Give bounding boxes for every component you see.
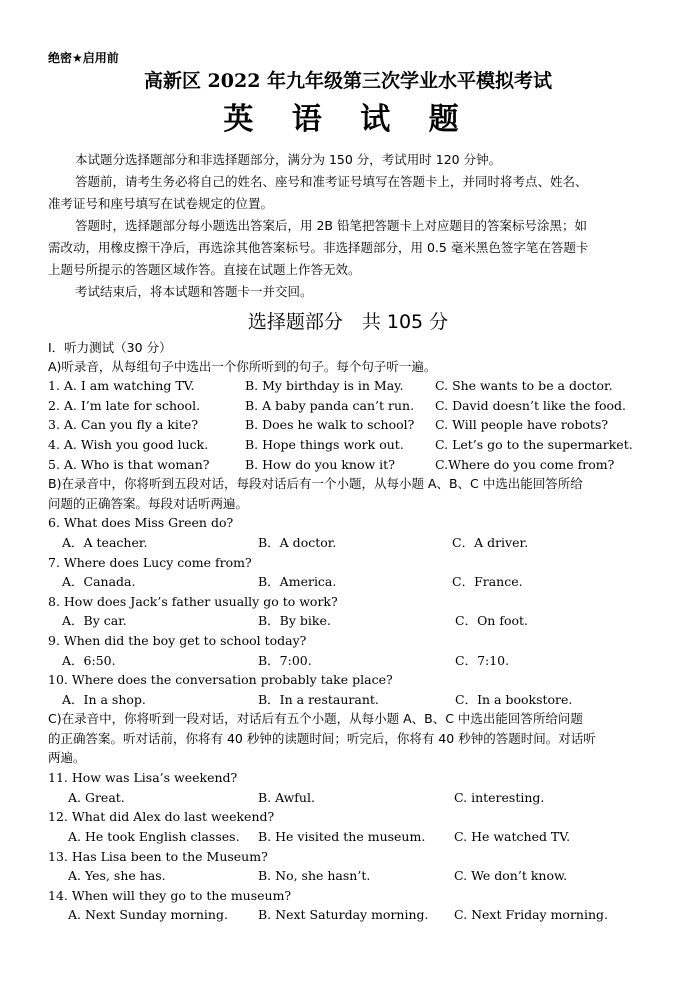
instruction-line-7: 考试结束后，将本试题和答题卡一并交回。 — [75, 284, 313, 299]
option-b: B．7:00. — [258, 653, 312, 668]
question-text: 6. What does Miss Green do? — [48, 515, 234, 530]
option-a: 3. A. Can you fly a kite? — [48, 417, 199, 432]
option-a: 5. A. Who is that woman? — [48, 457, 210, 472]
section-title: 选择题部分 共 105 分 — [247, 311, 449, 333]
option-c: C．7:10. — [455, 653, 510, 668]
option-a: A．By car. — [62, 613, 127, 628]
part-b-instruction-2: 问题的正确答案。每段对话听两遍。 — [48, 496, 249, 511]
option-c: C. Next Friday morning. — [454, 907, 609, 922]
option-a: 4. A. Wish you good luck. — [48, 437, 209, 452]
option-b: B．A doctor. — [258, 535, 337, 550]
option-c: C．On foot. — [455, 613, 529, 628]
option-b: B. No, she hasn’t. — [258, 868, 371, 883]
option-b: B. Does he walk to school? — [245, 417, 415, 432]
option-c: C.Where do you come from? — [435, 457, 615, 472]
option-c: C．In a bookstore. — [455, 692, 573, 707]
question-text: 12. What did Alex do last weekend? — [48, 809, 275, 824]
part1-title: I．听力测试（30 分） — [48, 340, 172, 355]
option-c: C. She wants to be a doctor. — [435, 378, 613, 393]
option-b: B. He visited the museum. — [258, 829, 426, 844]
option-a: A. Next Sunday morning. — [68, 907, 228, 922]
question-text: 14. When will they go to the museum? — [48, 888, 292, 903]
question-text: 10. Where does the conversation probably take place? — [48, 672, 393, 687]
instruction-line-5: 需改动，用橡皮擦干净后，再选涂其他答案标号。非选择题部分，用 0.5 毫米黑色签字笔在答题卡 — [48, 240, 589, 255]
option-c: C．A driver. — [452, 535, 529, 550]
option-b: B. My birthday is in May. — [245, 378, 404, 393]
question-text: 7. Where does Lucy come from? — [48, 555, 252, 570]
instruction-line-4: 答题时，选择题部分每小题选出答案后，用 2B 铅笔把答题卡上对应题目的答案标号涂黑；如 — [75, 218, 587, 233]
option-b: B．By bike. — [258, 613, 331, 628]
option-a: A．6:50. — [62, 653, 116, 668]
part-c-instruction-1: C)在录音中，你将听到一段对话，对话后有五个小题，从每小题 A、B、C 中选出能回答所给问题 — [48, 711, 583, 726]
question-text: 8. How does Jack’s father usually go to work? — [48, 594, 338, 609]
option-a: A. Yes, she has. — [68, 868, 166, 883]
question-text: 9. When did the boy get to school today? — [48, 633, 307, 648]
option-b: B. Hope things work out. — [245, 437, 404, 452]
instruction-line-2: 答题前，请考生务必将自己的姓名、座号和准考证号填写在答题卡上，并同时将考点、姓名、 — [75, 174, 588, 189]
instruction-line-3: 准考证号和座号填写在试卷规定的位置。 — [48, 196, 274, 211]
option-a: A．A teacher. — [62, 535, 148, 550]
option-c: C. interesting. — [454, 790, 545, 805]
instruction-line-1: 本试题分选择题部分和非选择题部分，满分为 150 分，考试用时 120 分钟。 — [75, 152, 502, 167]
subject-title: 英 语 试 题 — [223, 102, 473, 137]
option-a: A. He took English classes. — [68, 829, 240, 844]
option-a: A．In a shop. — [62, 692, 146, 707]
part-c-instruction-2: 的正确答案。听对话前，你将有 40 秒钟的读题时间；听完后，你将有 40 秒钟的答题时间。对话听 — [48, 731, 596, 746]
option-c: C. Let’s go to the supermarket. — [435, 437, 633, 452]
option-b: B. Next Saturday morning. — [258, 907, 429, 922]
question-text: 13. Has Lisa been to the Museum? — [48, 849, 268, 864]
part-c-instruction-3: 两遍。 — [48, 750, 86, 765]
option-b: B. Awful. — [258, 790, 315, 805]
option-c: C. He watched TV. — [454, 829, 571, 844]
instruction-line-6: 上题号所提示的答题区域作答。直接在试题上作答无效。 — [48, 262, 361, 277]
question-text: 11. How was Lisa’s weekend? — [48, 770, 238, 785]
part-a-instruction: A)听录音，从每组句子中选出一个你所听到的句子。每个句子听一遍。 — [48, 359, 437, 374]
option-c: C. We don’t know. — [454, 868, 568, 883]
option-a: 2. A. I’m late for school. — [48, 398, 201, 413]
option-a: A. Great. — [68, 790, 125, 805]
option-b: B. How do you know it? — [245, 457, 395, 472]
confidential-label: 绝密★启用前 — [48, 51, 119, 65]
option-b: B. A baby panda can’t run. — [245, 398, 415, 413]
part-b-instruction-1: B)在录音中，你将听到五段对话，每段对话后有一个小题，从每小题 A、B、C 中选出能回答所给 — [48, 476, 583, 491]
option-b: B．In a restaurant. — [258, 692, 379, 707]
option-b: B．America. — [258, 574, 337, 589]
option-a: A．Canada. — [62, 574, 136, 589]
option-c: C. David doesn’t like the food. — [435, 398, 626, 413]
option-c: C．France. — [452, 574, 523, 589]
option-c: C. Will people have robots? — [435, 417, 609, 432]
option-a: 1. A. I am watching TV. — [48, 378, 195, 393]
exam-title: 高新区 2022 年九年级第三次学业水平模拟考试 — [143, 70, 553, 92]
